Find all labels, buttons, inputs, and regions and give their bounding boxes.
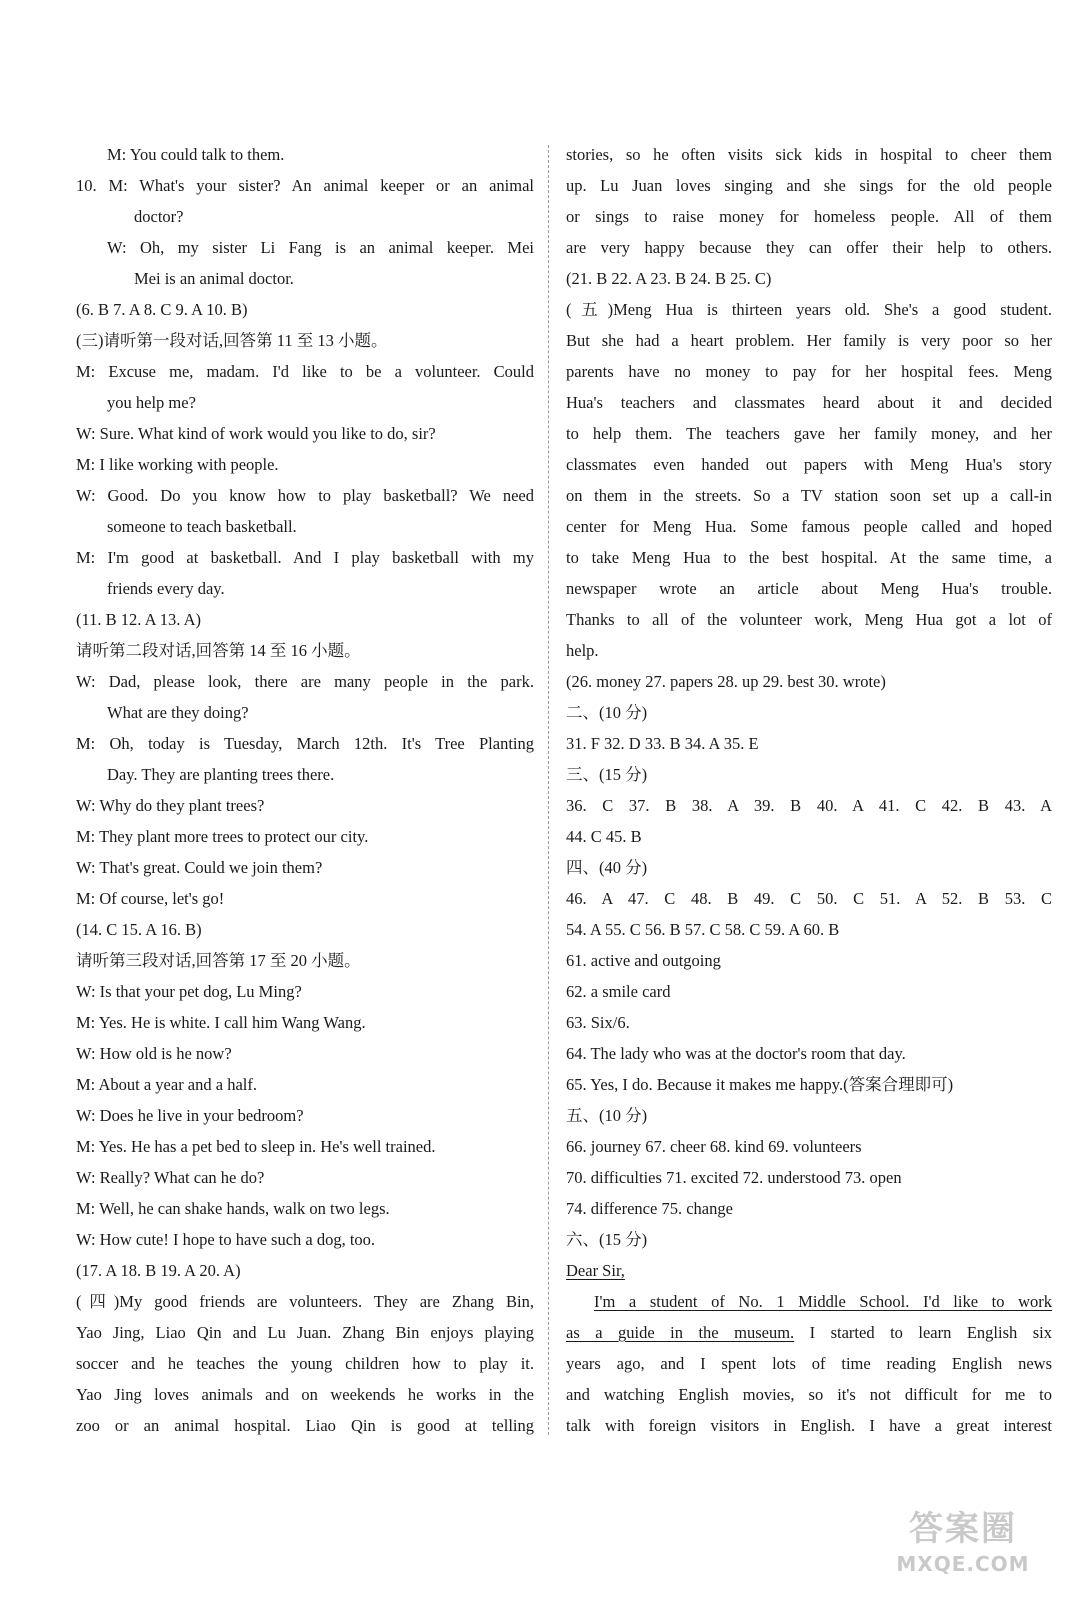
- text-line: [566, 139, 1052, 170]
- line-text: I'm a student of No. 1 Middle School. I'd like to work: [594, 1292, 1052, 1311]
- line-text: (四)My good friends are volunteers. They are Zhang Bin,: [76, 1292, 534, 1311]
- text-line: [566, 666, 1052, 697]
- line-text: Dear Sir,: [566, 1261, 625, 1280]
- line-text: (11. B 12. A 13. A): [76, 610, 201, 629]
- line-text: 四、(40 分): [566, 858, 648, 877]
- text-line: [76, 1317, 534, 1348]
- text-line: [76, 1193, 534, 1224]
- line-text: 36. C 37. B 38. A 39. B 40. A 41. C 42. B 43. A: [566, 796, 1052, 815]
- line-text: talk with foreign visitors in English. I have a great interest: [566, 1416, 1052, 1435]
- left-column: [76, 139, 534, 1441]
- line-text: soccer and he teaches the young children how to play it.: [76, 1354, 534, 1373]
- line-text: Day. They are planting trees there.: [107, 765, 335, 784]
- text-line: [76, 759, 534, 790]
- line-text: (21. B 22. A 23. B 24. B 25. C): [566, 269, 772, 288]
- text-line: [566, 1100, 1052, 1131]
- line-text: M: You could talk to them.: [107, 145, 285, 164]
- line-text: (三)请听第一段对话,回答第 11 至 13 小题。: [76, 331, 388, 350]
- text-line: [566, 263, 1052, 294]
- line-text: W: Dad, please look, there are many people in the park.: [76, 672, 534, 691]
- line-text: 61. active and outgoing: [566, 951, 721, 970]
- text-line: [76, 852, 534, 883]
- line-text: parents have no money to pay for her hospital fees. Meng: [566, 362, 1052, 381]
- text-line: [76, 387, 534, 418]
- text-line: [76, 821, 534, 852]
- text-line: [76, 1255, 534, 1286]
- line-text: on them in the streets. So a TV station soon set up a call-in: [566, 486, 1052, 505]
- text-line: [76, 1379, 534, 1410]
- text-line: [76, 1286, 534, 1317]
- text-line: [76, 1224, 534, 1255]
- line-text: 三、(15 分): [566, 765, 648, 784]
- text-line: [76, 139, 534, 170]
- line-text: W: Really? What can he do?: [76, 1168, 265, 1187]
- line-text: Mei is an animal doctor.: [134, 269, 294, 288]
- line-text: newspaper wrote an article about Meng Hua's trouble.: [566, 579, 1052, 598]
- text-line: [566, 728, 1052, 759]
- line-text: to help them. The teachers gave her family money, and her: [566, 424, 1052, 443]
- text-line: [566, 1255, 1052, 1286]
- line-text: W: Is that your pet dog, Lu Ming?: [76, 982, 302, 1001]
- text-line: [566, 294, 1052, 325]
- line-text: 70. difficulties 71. excited 72. understood 73. open: [566, 1168, 902, 1187]
- text-line: [76, 263, 534, 294]
- line-text: friends every day.: [107, 579, 225, 598]
- line-text: Hua's teachers and classmates heard about it and decided: [566, 393, 1052, 412]
- line-text: 63. Six/6.: [566, 1013, 630, 1032]
- line-text: 请听第三段对话,回答第 17 至 20 小题。: [76, 951, 361, 970]
- line-text: (17. A 18. B 19. A 20. A): [76, 1261, 241, 1280]
- line-text: M: Well, he can shake hands, walk on two legs.: [76, 1199, 390, 1218]
- line-text: 二、(10 分): [566, 703, 648, 722]
- line-text: to take Meng Hua to the best hospital. At the same time, a: [566, 548, 1052, 567]
- line-text: up. Lu Juan loves singing and she sings for the old people: [566, 176, 1052, 195]
- text-line: [566, 201, 1052, 232]
- text-line: [566, 1193, 1052, 1224]
- text-rest: I started to learn English six: [794, 1323, 1052, 1342]
- text-line: [76, 976, 534, 1007]
- text-line: [76, 232, 534, 263]
- text-line: [76, 356, 534, 387]
- line-text: M: Oh, today is Tuesday, March 12th. It's Tree Planting: [76, 734, 534, 753]
- text-line: [76, 201, 534, 232]
- text-line: [76, 1410, 534, 1441]
- text-line: [566, 387, 1052, 418]
- line-text: M: Of course, let's go!: [76, 889, 225, 908]
- line-text: M: I'm good at basketball. And I play basketball with my: [76, 548, 534, 567]
- text-line: [76, 418, 534, 449]
- line-text: 74. difference 75. change: [566, 1199, 733, 1218]
- text-line: [566, 356, 1052, 387]
- underlined-text: as a guide in the museum.: [566, 1323, 795, 1342]
- line-text: 31. F 32. D 33. B 34. A 35. E: [566, 734, 759, 753]
- text-line: [566, 914, 1052, 945]
- line-text: 五、(10 分): [566, 1106, 648, 1125]
- line-text: 10. M: What's your sister? An animal keeper or an animal: [76, 176, 534, 195]
- line-text: W: Does he live in your bedroom?: [76, 1106, 304, 1125]
- text-line: [76, 697, 534, 728]
- text-line: [76, 170, 534, 201]
- line-text: (五)Meng Hua is thirteen years old. She's a good student.: [566, 300, 1052, 319]
- line-text: help.: [566, 641, 599, 660]
- line-text: Thanks to all of the volunteer work, Meng Hua got a lot of: [566, 610, 1052, 629]
- line-text: and watching English movies, so it's not difficult for me to: [566, 1385, 1052, 1404]
- line-text: are very happy because they can offer their help to others.: [566, 238, 1052, 257]
- text-line: [566, 1162, 1052, 1193]
- text-line: [566, 573, 1052, 604]
- line-text: W: Oh, my sister Li Fang is an animal keeper. Mei: [107, 238, 534, 257]
- text-line: [566, 232, 1052, 263]
- text-line: [566, 790, 1052, 821]
- text-line: [566, 1317, 1052, 1348]
- watermark-top-text: 答案圈: [909, 1509, 1017, 1549]
- text-line: [566, 449, 1052, 480]
- text-line: [76, 325, 534, 356]
- text-line: [76, 945, 534, 976]
- line-text: 66. journey 67. cheer 68. kind 69. volunteers: [566, 1137, 862, 1156]
- text-line: [76, 480, 534, 511]
- text-line: [566, 1348, 1052, 1379]
- line-text: What are they doing?: [107, 703, 249, 722]
- text-line: [566, 418, 1052, 449]
- text-line: [566, 325, 1052, 356]
- line-text: M: They plant more trees to protect our city.: [76, 827, 369, 846]
- text-line: [76, 1162, 534, 1193]
- text-line: [76, 294, 534, 325]
- text-line: [76, 790, 534, 821]
- line-text: 54. A 55. C 56. B 57. C 58. C 59. A 60. B: [566, 920, 840, 939]
- text-line: [566, 852, 1052, 883]
- line-text: W: How old is he now?: [76, 1044, 232, 1063]
- text-line: [566, 821, 1052, 852]
- line-text: W: Why do they plant trees?: [76, 796, 265, 815]
- text-line: [566, 1410, 1052, 1441]
- text-line: [76, 883, 534, 914]
- text-line: [76, 728, 534, 759]
- line-text: M: About a year and a half.: [76, 1075, 257, 1094]
- watermark-logo: [873, 1506, 1053, 1586]
- text-line: [566, 170, 1052, 201]
- text-line: [566, 511, 1052, 542]
- line-text: But she had a heart problem. Her family is very poor so her: [566, 331, 1052, 350]
- line-text: someone to teach basketball.: [107, 517, 297, 536]
- text-line: [566, 542, 1052, 573]
- text-line: [76, 604, 534, 635]
- text-line: [566, 1007, 1052, 1038]
- watermark-bottom-text: MXQE.COM: [896, 1552, 1030, 1576]
- line-text: zoo or an animal hospital. Liao Qin is good at telling: [76, 1416, 534, 1435]
- text-line: [566, 480, 1052, 511]
- text-line: [76, 635, 534, 666]
- line-text: 65. Yes, I do. Because it makes me happy.(答案合理即可): [566, 1075, 954, 1094]
- text-line: [566, 1286, 1052, 1317]
- text-line: [76, 511, 534, 542]
- text-line: [76, 914, 534, 945]
- text-line: [76, 1038, 534, 1069]
- text-line: [566, 635, 1052, 666]
- line-text: center for Meng Hua. Some famous people called and hoped: [566, 517, 1052, 536]
- line-text: Yao Jing, Liao Qin and Lu Juan. Zhang Bin enjoys playing: [76, 1323, 534, 1342]
- line-text: doctor?: [134, 207, 184, 226]
- text-line: [566, 883, 1052, 914]
- text-line: [76, 449, 534, 480]
- line-text: W: Good. Do you know how to play basketball? We need: [76, 486, 534, 505]
- text-line: [76, 1007, 534, 1038]
- text-line: [566, 1379, 1052, 1410]
- line-text: M: Yes. He has a pet bed to sleep in. He's well trained.: [76, 1137, 436, 1156]
- text-line: [76, 1069, 534, 1100]
- line-text: M: I like working with people.: [76, 455, 279, 474]
- line-text: or sings to raise money for homeless people. All of them: [566, 207, 1052, 226]
- text-line: [566, 976, 1052, 1007]
- line-text: 62. a smile card: [566, 982, 671, 1001]
- text-line: [76, 666, 534, 697]
- text-line: [566, 759, 1052, 790]
- text-line: [76, 1131, 534, 1162]
- line-text: (26. money 27. papers 28. up 29. best 30. wrote): [566, 672, 886, 691]
- line-text: M: Yes. He is white. I call him Wang Wang.: [76, 1013, 366, 1032]
- text-line: [566, 945, 1052, 976]
- line-text: 请听第二段对话,回答第 14 至 16 小题。: [76, 641, 361, 660]
- text-line: [76, 573, 534, 604]
- line-text: years ago, and I spent lots of time reading English news: [566, 1354, 1052, 1373]
- text-line: [566, 697, 1052, 728]
- text-line: [566, 604, 1052, 635]
- line-text: 六、(15 分): [566, 1230, 648, 1249]
- text-line: [76, 1348, 534, 1379]
- line-text: Yao Jing loves animals and on weekends he works in the: [76, 1385, 534, 1404]
- line-text: 44. C 45. B: [566, 827, 642, 846]
- line-text: (6. B 7. A 8. C 9. A 10. B): [76, 300, 248, 319]
- line-text: classmates even handed out papers with Meng Hua's story: [566, 455, 1052, 474]
- text-line: [566, 1038, 1052, 1069]
- line-text: (14. C 15. A 16. B): [76, 920, 202, 939]
- line-text: W: That's great. Could we join them?: [76, 858, 323, 877]
- line-text: W: Sure. What kind of work would you like to do, sir?: [76, 424, 436, 443]
- text-line: [566, 1131, 1052, 1162]
- line-text: W: How cute! I hope to have such a dog, too.: [76, 1230, 376, 1249]
- line-text: stories, so he often visits sick kids in hospital to cheer them: [566, 145, 1052, 164]
- right-column: [566, 139, 1052, 1441]
- text-line: [566, 1069, 1052, 1100]
- line-text: 64. The lady who was at the doctor's room that day.: [566, 1044, 906, 1063]
- line-text: you help me?: [107, 393, 196, 412]
- text-line: [76, 542, 534, 573]
- column-divider: [548, 145, 549, 1435]
- line-text: M: Excuse me, madam. I'd like to be a volunteer. Could: [76, 362, 534, 381]
- text-line: [76, 1100, 534, 1131]
- text-line: [566, 1224, 1052, 1255]
- line-text: 46. A 47. C 48. B 49. C 50. C 51. A 52. B 53. C: [566, 889, 1052, 908]
